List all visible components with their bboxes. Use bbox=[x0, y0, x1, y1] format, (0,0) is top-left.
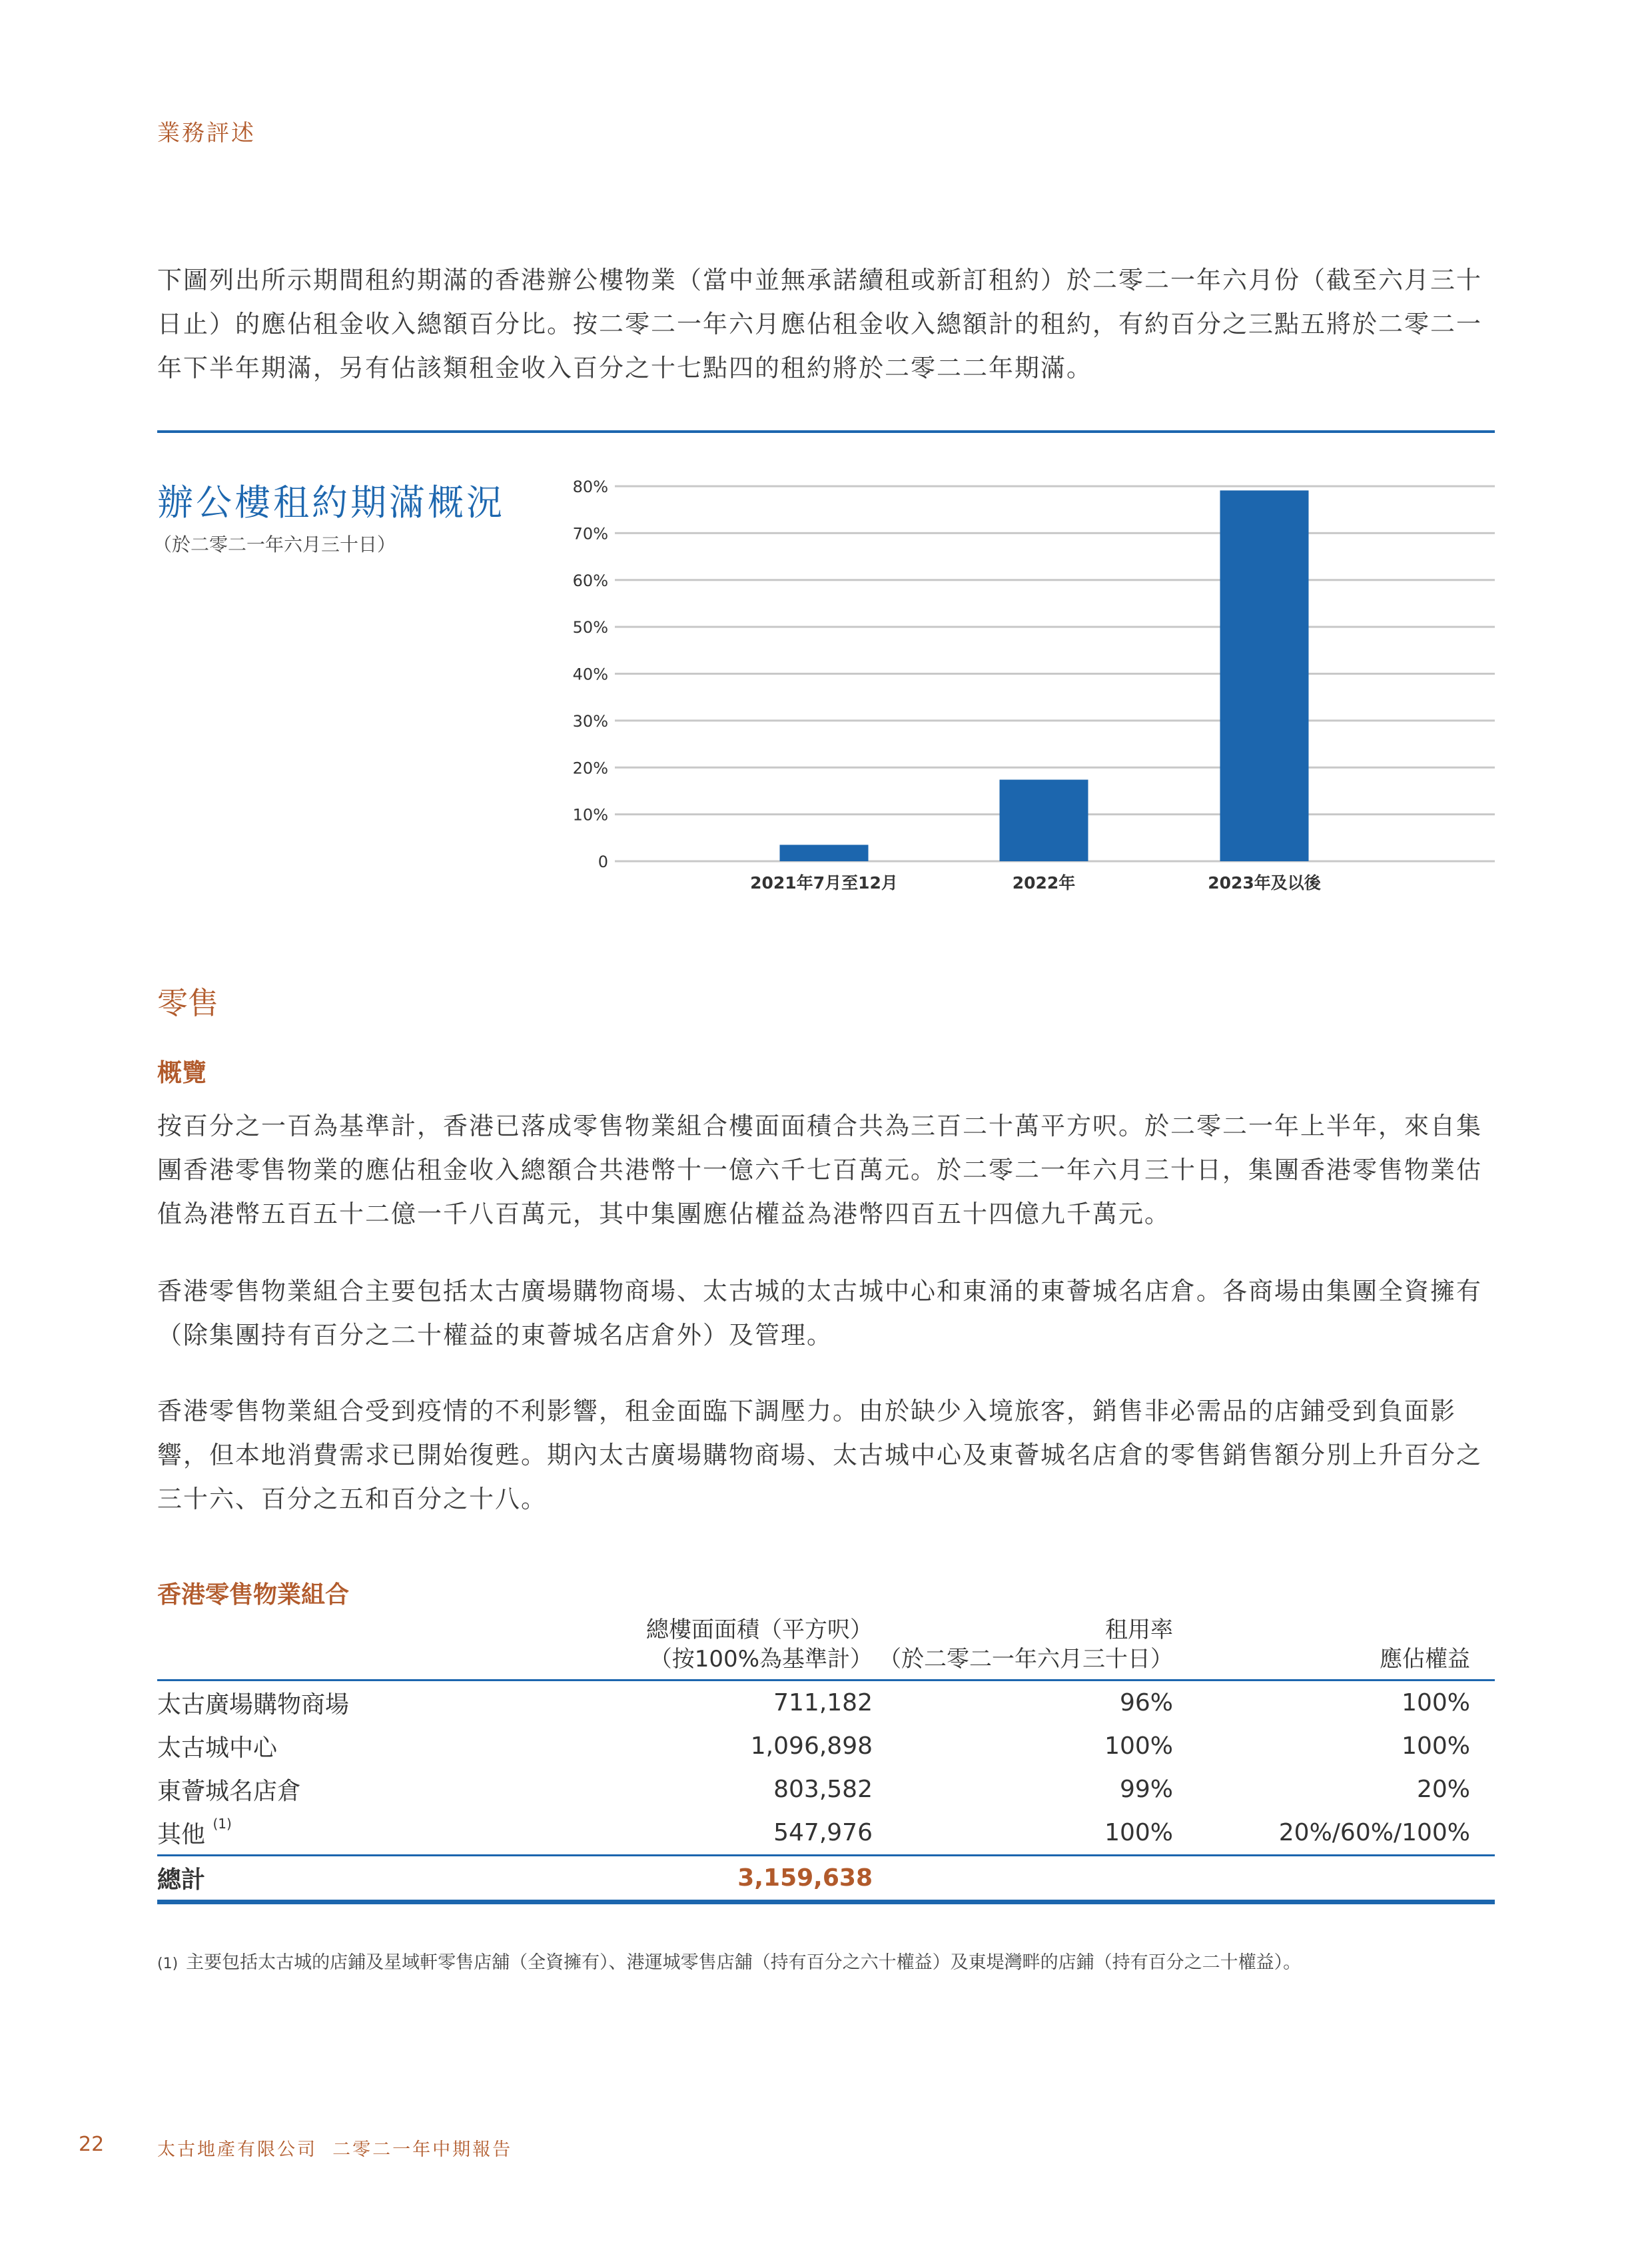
retail-paragraph-1: 按百分之一百為基準計，香港已落成零售物業組合樓面面積合共為三百二十萬平方呎。於二零二一年上半年，來自集團香港零售物業的應佔租金收入總額合共港幣十一億六千七百萬元。於二零二一年六月三十日，集團香港零售物業估值為港幣五百五十二億一千八百萬元，其中集團應佔權益為港幣四百五十四億九千萬元。 bbox=[157, 1112, 1482, 1228]
row-name: 太古城中心 bbox=[157, 1734, 278, 1762]
row-occupancy: 96% bbox=[1119, 1689, 1173, 1716]
x-tick-label: 2021年7月至12月 bbox=[750, 873, 898, 893]
row-area: 711,182 bbox=[773, 1689, 873, 1716]
row-occupancy: 100% bbox=[1104, 1732, 1173, 1760]
retail-heading: 零售 bbox=[157, 985, 218, 1021]
lease-expiry-bar-chart bbox=[0, 0, 1652, 933]
retail-paragraph-2: 香港零售物業組合主要包括太古廣場購物商場、太古城的太古城中心和東涌的東薈城名店倉。各商場由集團全資擁有（除集團持有百分之二十權益的東薈城名店倉外）及管理。 bbox=[157, 1277, 1482, 1349]
row-interest: 20% bbox=[1416, 1776, 1470, 1803]
x-tick-label: 2022年 bbox=[1012, 873, 1076, 893]
header-occupancy-line1: 租用率 bbox=[1105, 1617, 1173, 1643]
y-tick-label: 30% bbox=[572, 711, 608, 731]
page-number: 22 bbox=[79, 2133, 105, 2156]
row-name: 東薈城名店倉 bbox=[157, 1778, 302, 1805]
header-occupancy-line2: （於二零二一年六月三十日） bbox=[879, 1646, 1173, 1673]
intro-paragraph: 下圖列出所示期間租約期滿的香港辦公樓物業（當中並無承諾續租或新訂租約）於二零二一年六月份（截至六月三十日止）的應佔租金收入總額百分比。按二零二一年六月應佔租金收入總額計的租約，有約百分之三點五將於二零二一年下半年期滿，另有佔該類租金收入百分之十七點四的租約將於二零二二年期滿。 bbox=[157, 266, 1482, 382]
table-row bbox=[157, 1681, 1495, 1725]
row-area: 803,582 bbox=[773, 1776, 873, 1803]
row-occupancy: 99% bbox=[1119, 1776, 1173, 1803]
bar bbox=[1000, 780, 1088, 861]
row-name: 太古廣場購物商場 bbox=[157, 1691, 350, 1718]
footnote-marker: (1) bbox=[157, 1956, 179, 1972]
overview-subheading: 概覽 bbox=[157, 1058, 206, 1087]
y-tick-label: 80% bbox=[572, 478, 608, 496]
table-header-row bbox=[157, 1615, 1495, 1681]
y-tick-label: 70% bbox=[572, 524, 608, 544]
y-tick-label: 0 bbox=[598, 853, 608, 871]
bar bbox=[780, 845, 869, 861]
row-interest: 100% bbox=[1402, 1689, 1470, 1716]
chart-title: 辦公樓租約期滿概況 bbox=[157, 482, 505, 524]
row-name: 其他 bbox=[157, 1821, 206, 1848]
footnote-marker: (1) bbox=[212, 1816, 232, 1832]
total-label: 總計 bbox=[157, 1866, 206, 1894]
table-title: 香港零售物業組合 bbox=[157, 1581, 350, 1609]
row-interest: 100% bbox=[1402, 1732, 1470, 1760]
y-tick-label: 60% bbox=[572, 571, 608, 590]
footnote bbox=[157, 1948, 1301, 1974]
y-tick-label: 50% bbox=[572, 618, 608, 637]
header-area-line2: （按100%為基準計） bbox=[649, 1646, 873, 1673]
bar bbox=[1220, 490, 1309, 861]
total-area: 3,159,638 bbox=[737, 1864, 873, 1892]
y-tick-label: 10% bbox=[572, 805, 608, 825]
retail-paragraph-3: 香港零售物業組合受到疫情的不利影響，租金面臨下調壓力。由於缺少入境旅客，銷售非必需品的店鋪受到負面影響，但本地消費需求已開始復甦。期內太古廣場購物商場、太古城中心及東薈城名店倉的零售銷售額分別上升百分之三十六、百分之五和百分之十八。 bbox=[157, 1397, 1482, 1513]
row-area: 547,976 bbox=[773, 1819, 873, 1846]
footer-text: 太古地產有限公司 二零二一年中期報告 bbox=[157, 2139, 513, 2160]
header-interest: 應佔權益 bbox=[1380, 1646, 1470, 1673]
y-tick-label: 20% bbox=[572, 759, 608, 778]
header-area-line1: 總樓面面積（平方呎） bbox=[646, 1617, 873, 1643]
section-header: 業務評述 bbox=[157, 120, 256, 147]
y-tick-label: 40% bbox=[572, 665, 608, 684]
row-occupancy: 100% bbox=[1104, 1819, 1173, 1846]
row-area: 1,096,898 bbox=[750, 1732, 873, 1760]
footnote-text: 主要包括太古城的店鋪及星域軒零售店舖（全資擁有）、港運城零售店舖（持有百分之六十權益）及東堤灣畔的店鋪（持有百分之二十權益）。 bbox=[186, 1952, 1302, 1973]
table-row bbox=[157, 1768, 1495, 1811]
chart-subtitle: （於二零二一年六月三十日） bbox=[153, 534, 396, 556]
x-tick-label: 2023年及以後 bbox=[1208, 873, 1321, 893]
table-row bbox=[157, 1811, 1495, 1856]
row-interest: 20%/60%/100% bbox=[1278, 1819, 1470, 1846]
total-row bbox=[157, 1856, 1495, 1902]
retail-portfolio-table bbox=[157, 1615, 1495, 1904]
table-row bbox=[157, 1724, 1495, 1768]
